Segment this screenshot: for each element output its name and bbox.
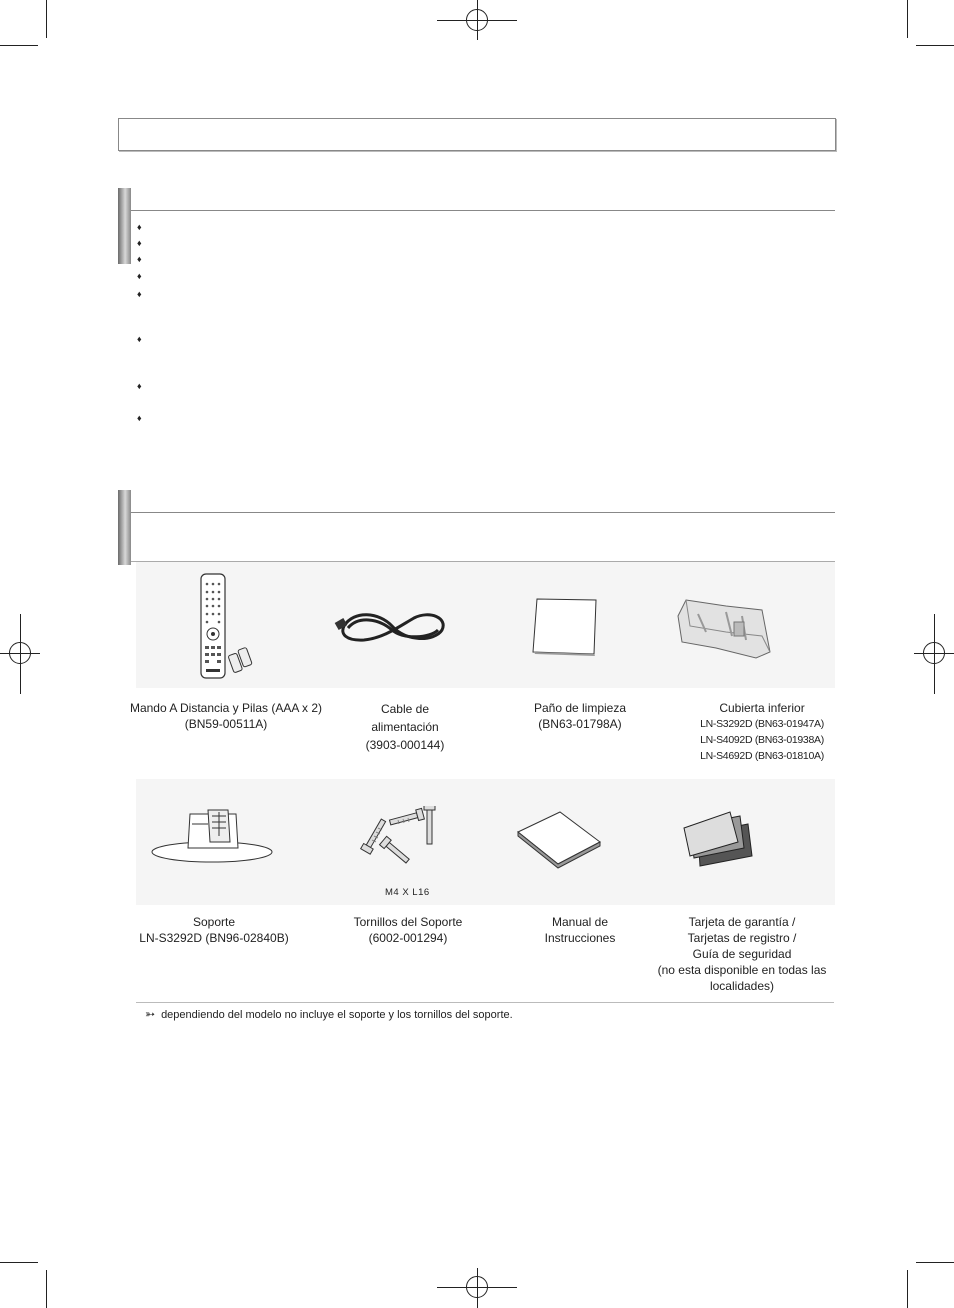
footnote-text: dependiendo del modelo no incluye el soporte y los tornillos del soporte. [161,1009,513,1021]
caption-screws: Tornillos del Soporte (6002-001294) [353,915,463,945]
caption-stand: Soporte LN-S3292D (BN96-02840B) [139,915,289,945]
bullet-icon: ♦ [137,334,142,344]
section-marker-bar [118,188,131,264]
bullet-icon: ♦ [137,254,142,264]
remote-control-icon [192,572,262,680]
bottom-cover-icon [676,596,774,662]
page-title-frame [118,118,836,151]
screw-size-label: M4 X L16 [385,887,430,898]
footnote [145,1007,513,1021]
caption-cards: Tarjeta de garantía / Tarjetas de registro / Guía de seguridad (no esta disponible en todas las localidades) [657,915,827,993]
bullet-icon: ♦ [137,289,142,299]
caption-power-cable: Cable de alimentación (3903-000144) [365,702,445,752]
stand-icon [148,806,276,866]
power-cable-icon [334,608,450,646]
section-divider [131,210,835,211]
section-marker-bar [118,490,131,565]
section-divider [131,512,835,513]
instruction-manual-icon [516,808,602,870]
arrow-note-icon: ➳ [145,1007,156,1021]
bullet-icon: ♦ [137,413,142,423]
caption-remote: Mando A Distancia y Pilas (AAA x 2) (BN59-00511A) [129,701,323,731]
bullet-icon: ♦ [137,238,142,248]
caption-bottom-cover: Cubierta inferior LN-S3292D (BN63-01947A) LN-S4092D (BN63-01938A) LN-S4692D (BN63-01810A) [700,701,824,762]
bullet-icon: ♦ [137,381,142,391]
note-divider [136,1002,834,1003]
bullet-icon: ♦ [137,271,142,281]
caption-manual: Manual de Instrucciones [544,915,616,945]
screws-icon [358,806,442,870]
bullet-icon: ♦ [137,222,142,232]
warranty-cards-icon [682,810,754,870]
caption-cleaning-cloth: Paño de limpieza (BN63-01798A) [533,701,627,731]
cleaning-cloth-icon [530,596,600,658]
